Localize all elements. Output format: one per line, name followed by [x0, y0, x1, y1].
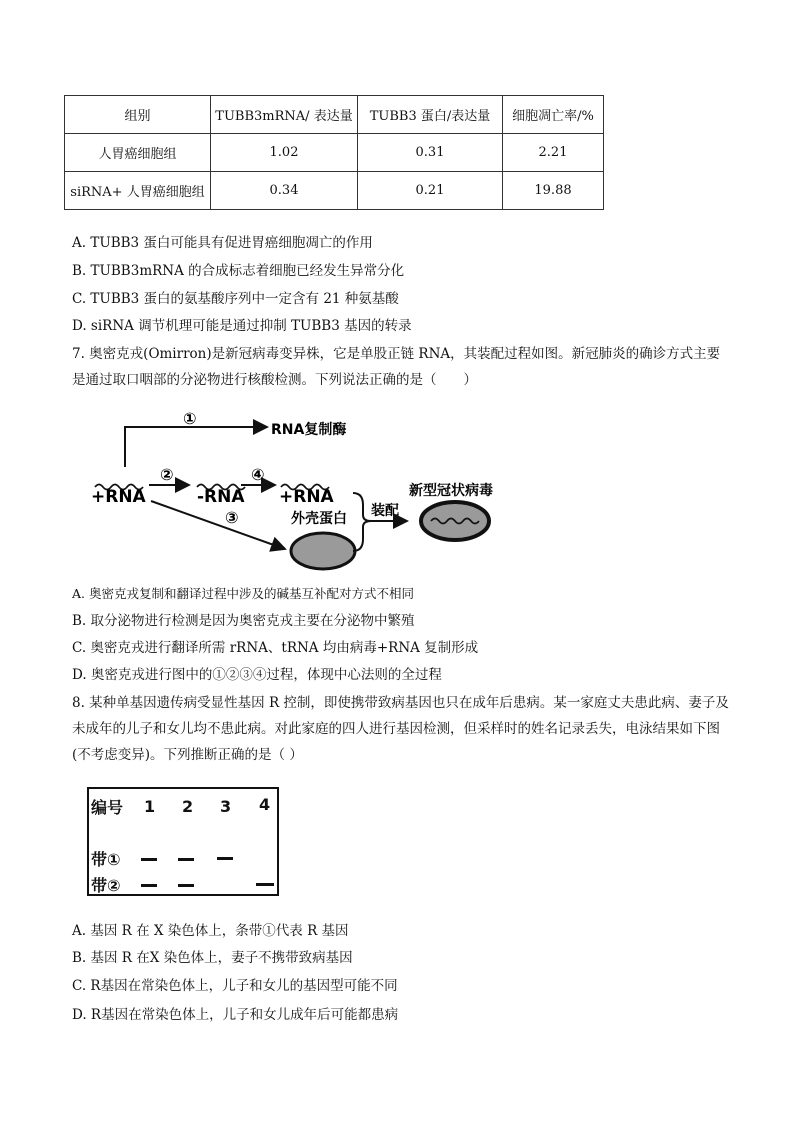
table-cell: 0.31	[358, 134, 503, 172]
gel-header: 编号	[91, 798, 124, 817]
table-header-cell: TUBB3mRNA/ 表达量	[211, 96, 358, 134]
lane-number: 1	[144, 797, 156, 816]
q8-option-a: A. 基因 R 在 X 染色体上，条带①代表 R 基因	[72, 923, 349, 939]
q7-option-c: C. 奥密克戎进行翻译所需 rRNA、tRNA 均由病毒+RNA 复制形成	[72, 640, 479, 656]
table-row	[65, 134, 604, 172]
q8-stem: 8. 某种单基因遗传病受显性基因 R 控制，即使携带致病基因也只在成年后患病。某一家庭丈夫患此病、妻子及未成年的儿子和女儿均不患此病。对此家庭的四人进行基因检测，但采样时的姓名记录丢失，电泳结果如下图(不考虑变异)。下列推断正确的是（ ）	[72, 695, 729, 763]
table-header-cell: 组别	[65, 96, 211, 134]
q8-option-b: B. 基因 R 在X 染色体上，妻子不携带致病基因	[72, 950, 353, 966]
capsid-label: 外壳蛋白	[291, 511, 347, 527]
table-cell: 人胃癌细胞组	[65, 134, 211, 172]
gel-band	[141, 884, 157, 887]
q6-option-a: A. TUBB3 蛋白可能具有促进胃癌细胞凋亡的作用	[72, 235, 373, 251]
gel-band	[141, 858, 157, 861]
table-cell: siRNA+ 人胃癌细胞组	[65, 172, 211, 210]
assembly-brace	[353, 493, 371, 551]
q6-option-c: C. TUBB3 蛋白的氨基酸序列中一定含有 21 种氨基酸	[72, 291, 399, 307]
gel-band	[178, 884, 194, 887]
q7-stem: 7. 奥密克戎(Omirron)是新冠病毒变异株，它是单股正链 RNA，其装配过程如图。新冠肺炎的确诊方式主要是通过取口咽部的分泌物进行核酸检测。下列说法正确的是（ ）	[72, 346, 721, 388]
virus-label: 新型冠状病毒	[409, 483, 493, 499]
rna-pos-label: +RNA	[91, 487, 146, 507]
q6-option-d: D. siRNA 调节机理可能是通过抑制 TUBB3 基因的转录	[72, 318, 412, 334]
rna-neg-label: -RNA	[197, 487, 245, 507]
q7-option-b: B. 取分泌物进行检测是因为奥密克戎主要在分泌物中繁殖	[72, 613, 415, 629]
gel-band	[256, 883, 274, 886]
assembly-label: 装配	[371, 503, 399, 519]
rna-pos2-label: +RNA	[279, 487, 334, 507]
lane-number: 4	[259, 795, 271, 814]
step3-arrow	[151, 501, 285, 549]
q8-option-c: C. R基因在常染色体上，儿子和女儿的基因型可能不同	[72, 978, 398, 994]
table-header-cell: 细胞凋亡率/%	[503, 96, 604, 134]
gel-band	[217, 857, 233, 860]
electrophoresis-result	[87, 787, 279, 896]
table-row	[65, 172, 604, 210]
q8-option-d: D. R基因在常染色体上，儿子和女儿成年后可能都患病	[72, 1007, 399, 1023]
band1-label: 带①	[91, 850, 121, 869]
step1-label: ①	[183, 409, 197, 428]
step1-arrow	[125, 427, 267, 467]
lane-number: 2	[182, 797, 194, 816]
table-cell: 1.02	[211, 134, 358, 172]
data-table	[64, 95, 604, 210]
step3-label: ③	[225, 508, 239, 527]
gel-band	[178, 858, 194, 861]
lane-number: 3	[220, 797, 232, 816]
capsid-protein-shape	[291, 533, 355, 569]
q7-option-d: D. 奥密克戎进行图中的①②③④过程，体现中心法则的全过程	[72, 667, 442, 683]
table-header-row	[65, 96, 604, 134]
table-cell: 19.88	[503, 172, 604, 210]
band2-label: 带②	[91, 876, 121, 895]
q7-option-a: A. 奥密克戎复制和翻译过程中涉及的碱基互补配对方式不相同	[72, 586, 414, 601]
rdrp-label: RNA复制酶	[271, 422, 347, 438]
step4-label: ④	[251, 465, 265, 484]
table-header-cell: TUBB3 蛋白/表达量	[358, 96, 503, 134]
q6-option-b: B. TUBB3mRNA 的合成标志着细胞已经发生异常分化	[72, 263, 405, 279]
table-cell: 2.21	[503, 134, 604, 172]
table-cell: 0.21	[358, 172, 503, 210]
omicron-assembly-diagram	[85, 405, 515, 580]
step2-label: ②	[160, 465, 174, 484]
table-cell: 0.34	[211, 172, 358, 210]
